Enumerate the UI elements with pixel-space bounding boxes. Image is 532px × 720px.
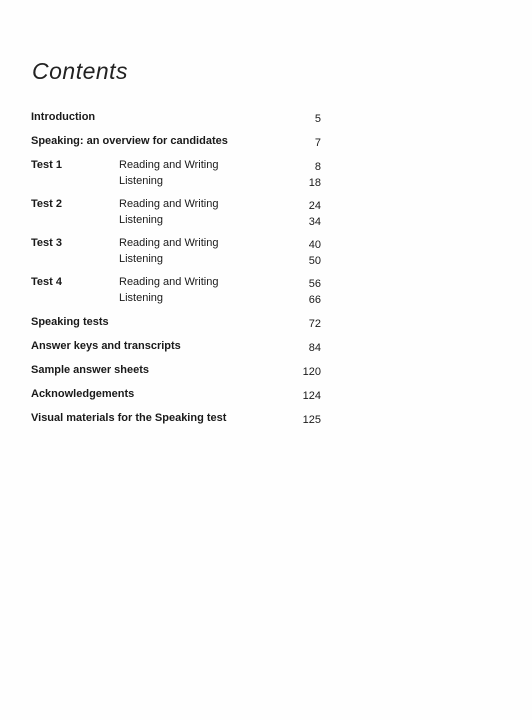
entry-title: Answer keys and transcripts: [31, 340, 181, 352]
entry-title: Test 4: [31, 276, 62, 288]
page-number: 120: [302, 366, 321, 378]
entry-title: Sample answer sheets: [31, 364, 150, 376]
page-number: 24: [308, 200, 321, 212]
page-number: 66: [308, 294, 321, 306]
toc-entry-test4-reading: [31, 274, 331, 290]
page-number: 8: [314, 161, 321, 173]
entry-title: Test 3: [31, 237, 62, 249]
toc-entry-test3-listening: [31, 251, 331, 267]
entry-title: Introduction: [31, 111, 96, 123]
toc-entry-test3-reading: [31, 235, 331, 251]
toc-entry-answer-keys: [31, 338, 331, 354]
entry-title: Speaking: an overview for candidates: [31, 135, 228, 147]
entry-title: Visual materials for the Speaking test: [31, 412, 227, 424]
page-number: 56: [308, 278, 321, 290]
page-number: 18: [308, 177, 321, 189]
toc-entry-introduction: [31, 109, 331, 125]
toc-entry-test4-listening: [31, 290, 331, 306]
toc-entry-visual-materials: [31, 410, 331, 426]
sub-entry-label: Reading and Writing: [119, 159, 219, 171]
page-number: 7: [314, 137, 321, 149]
sub-entry-label: Reading and Writing: [119, 276, 219, 288]
page-title: Contents: [32, 58, 129, 84]
page-number: 124: [302, 390, 321, 402]
entry-title: Acknowledgements: [31, 388, 135, 400]
table-of-contents: [31, 109, 331, 426]
sub-entry-label: Listening: [119, 175, 164, 187]
page-number: 84: [308, 342, 321, 354]
page-number: 72: [308, 318, 321, 330]
sub-entry-label: Listening: [119, 292, 164, 304]
toc-entry-speaking-overview: [31, 133, 331, 149]
page-number: 5: [314, 113, 321, 125]
sub-entry-label: Listening: [119, 214, 164, 226]
page-number: 34: [308, 216, 321, 228]
sub-entry-label: Reading and Writing: [119, 198, 219, 210]
entry-title: Test 1: [31, 159, 62, 171]
entry-title: Test 2: [31, 198, 62, 210]
page-number: 125: [302, 414, 321, 426]
toc-entry-acknowledgements: [31, 386, 331, 402]
entry-title: Speaking tests: [31, 316, 109, 328]
sub-entry-label: Listening: [119, 253, 164, 265]
page-number: 40: [308, 239, 321, 251]
page-number: 50: [308, 255, 321, 267]
toc-entry-sample-sheets: [31, 362, 331, 378]
toc-entry-speaking-tests: [31, 314, 331, 330]
toc-entry-test2-reading: [31, 196, 331, 212]
toc-entry-test1-reading: [31, 157, 331, 173]
sub-entry-label: Reading and Writing: [119, 237, 219, 249]
toc-entry-test2-listening: [31, 212, 331, 228]
toc-entry-test1-listening: [31, 173, 331, 189]
